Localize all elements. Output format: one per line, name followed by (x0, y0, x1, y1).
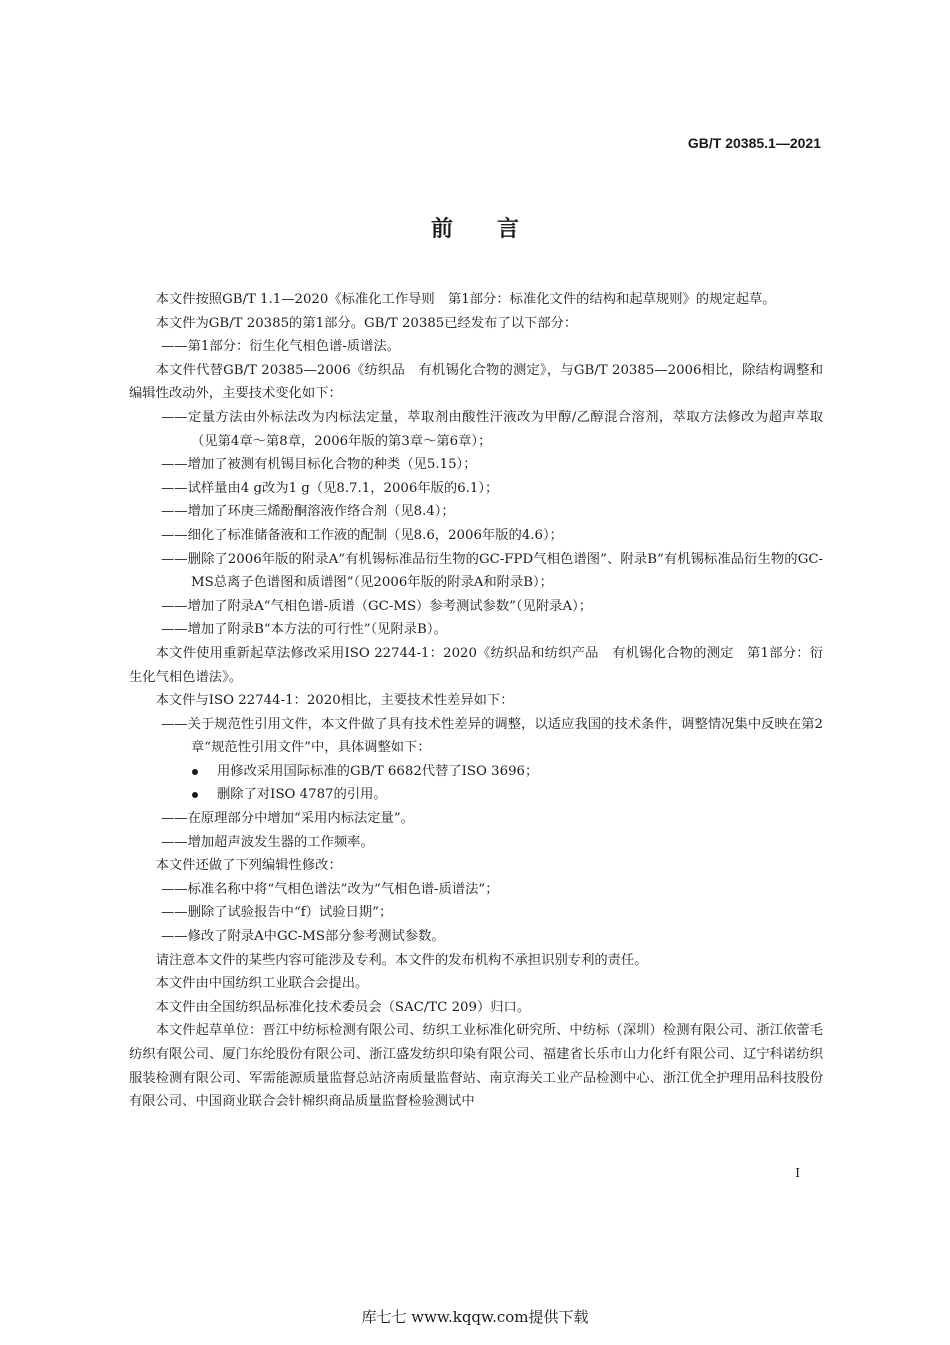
dash-item: ——定量方法由外标法改为内标法定量，萃取剂由酸性汗液改为甲醇/乙醇混合溶剂，萃取方法修改为超声萃取（见第4章～第8章，2006年版的第3章～第6章）； (161, 409, 823, 449)
bullet-item: 删除了对ISO 4787的引用。 (129, 783, 823, 807)
document-body (129, 288, 823, 1114)
dash-item: ——细化了标准储备液和工作液的配制（见8.6，2006年版的4.6）； (161, 527, 563, 543)
paragraph: 本文件由中国纺织工业联合会提出。 (155, 976, 369, 992)
paragraph: 本文件起草单位：晋江中纺标检测有限公司、纺织工业标准化研究所、中纺标（深圳）检测有限公司、浙江依蕾毛纺织有限公司、厦门东纶股份有限公司、浙江盛发纺织印染有限公司、福建省长乐市山力化纤有限公司、辽宁科诺纺织服装检测有限公司、军需能源质量监督总站济南质量监督站、南京海关工业产品检测中心、浙江优全护理用品科技股份有限公司、中国商业联合会针棉织商品质量监督检验测试中 (129, 1023, 823, 1110)
page-title: 前言 (430, 217, 563, 242)
dash-item: ——删除了2006年版的附录A“有机锡标准品衍生物的GC-FPD气相色谱图”、附录B“有机锡标准品衍生物的GC-MS总离子色谱图和质谱图”（见2006年版的附录A和附录B）； (161, 551, 823, 591)
dash-item: ——试样量由4 g改为1 g（见8.7.1，2006年版的6.1）； (161, 480, 499, 496)
paragraph: 本文件按照GB/T 1.1—2020《标准化工作导则 第1部分：标准化文件的结构和起草规则》的规定起草。 (155, 292, 776, 307)
dash-item: ——修改了附录A中GC-MS部分参考测试参数。 (161, 929, 445, 945)
paragraph: 本文件代替GB/T 20385—2006《纺织品 有机锡化合物的测定》，与GB/T 20385—2006相比，除结构调整和编辑性改动外，主要技术变化如下： (129, 362, 823, 402)
dash-item: ——标准名称中将“气相色谱法”改为“气相色谱-质谱法”； (161, 881, 499, 897)
paragraph: 请注意本文件的某些内容可能涉及专利。本文件的发布机构不承担识别专利的责任。 (155, 952, 648, 968)
dash-item: ——增加了环庚三烯酚酮溶液作络合剂（见8.4）； (161, 504, 455, 520)
dash-item: ——增加了附录A“气相色谱-质谱（GC-MS）参考测试参数”（见附录A）； (161, 598, 593, 614)
dash-item: ——删除了试验报告中“f）试验日期”； (161, 905, 393, 921)
bullet-item: 用修改采用国际标准的GB/T 6682代替了ISO 3696； (129, 760, 823, 784)
paragraph: 本文件还做了下列编辑性修改： (155, 858, 342, 874)
dash-item: ——增加了被测有机锡目标化合物的种类（见5.15）； (161, 457, 477, 473)
page-number: I (795, 1166, 800, 1180)
paragraph: 本文件为GB/T 20385的第1部分。GB/T 20385已经发布了以下部分： (155, 315, 578, 331)
paragraph: 本文件由全国纺织品标准化技术委员会（SAC/TC 209）归口。 (155, 999, 531, 1015)
paragraph: 本文件使用重新起草法修改采用ISO 22744-1：2020《纺织品和纺织产品 有机锡化合物的测定 第1部分：衍生化气相色谱法》。 (129, 645, 823, 685)
footer-text: 库七七 www.kqqw.com提供下载 (361, 1308, 589, 1326)
dash-item: ——增加超声波发生器的工作频率。 (161, 834, 374, 850)
dash-item: ——在原理部分中增加“采用内标法定量”。 (161, 811, 414, 827)
dash-item: ——增加了附录B“本方法的可行性”（见附录B）。 (161, 622, 447, 638)
dash-item: ——关于规范性引用文件，本文件做了具有技术性差异的调整，以适应我国的技术条件，调整情况集中反映在第2章“规范性引用文件”中，具体调整如下： (161, 716, 823, 756)
paragraph: 本文件与ISO 22744-1：2020相比，主要技术性差异如下： (155, 693, 514, 709)
standard-number: GB/T 20385.1—2021 (687, 135, 821, 151)
dash-item: ——第1部分：衍生化气相色谱-质谱法。 (161, 339, 400, 355)
